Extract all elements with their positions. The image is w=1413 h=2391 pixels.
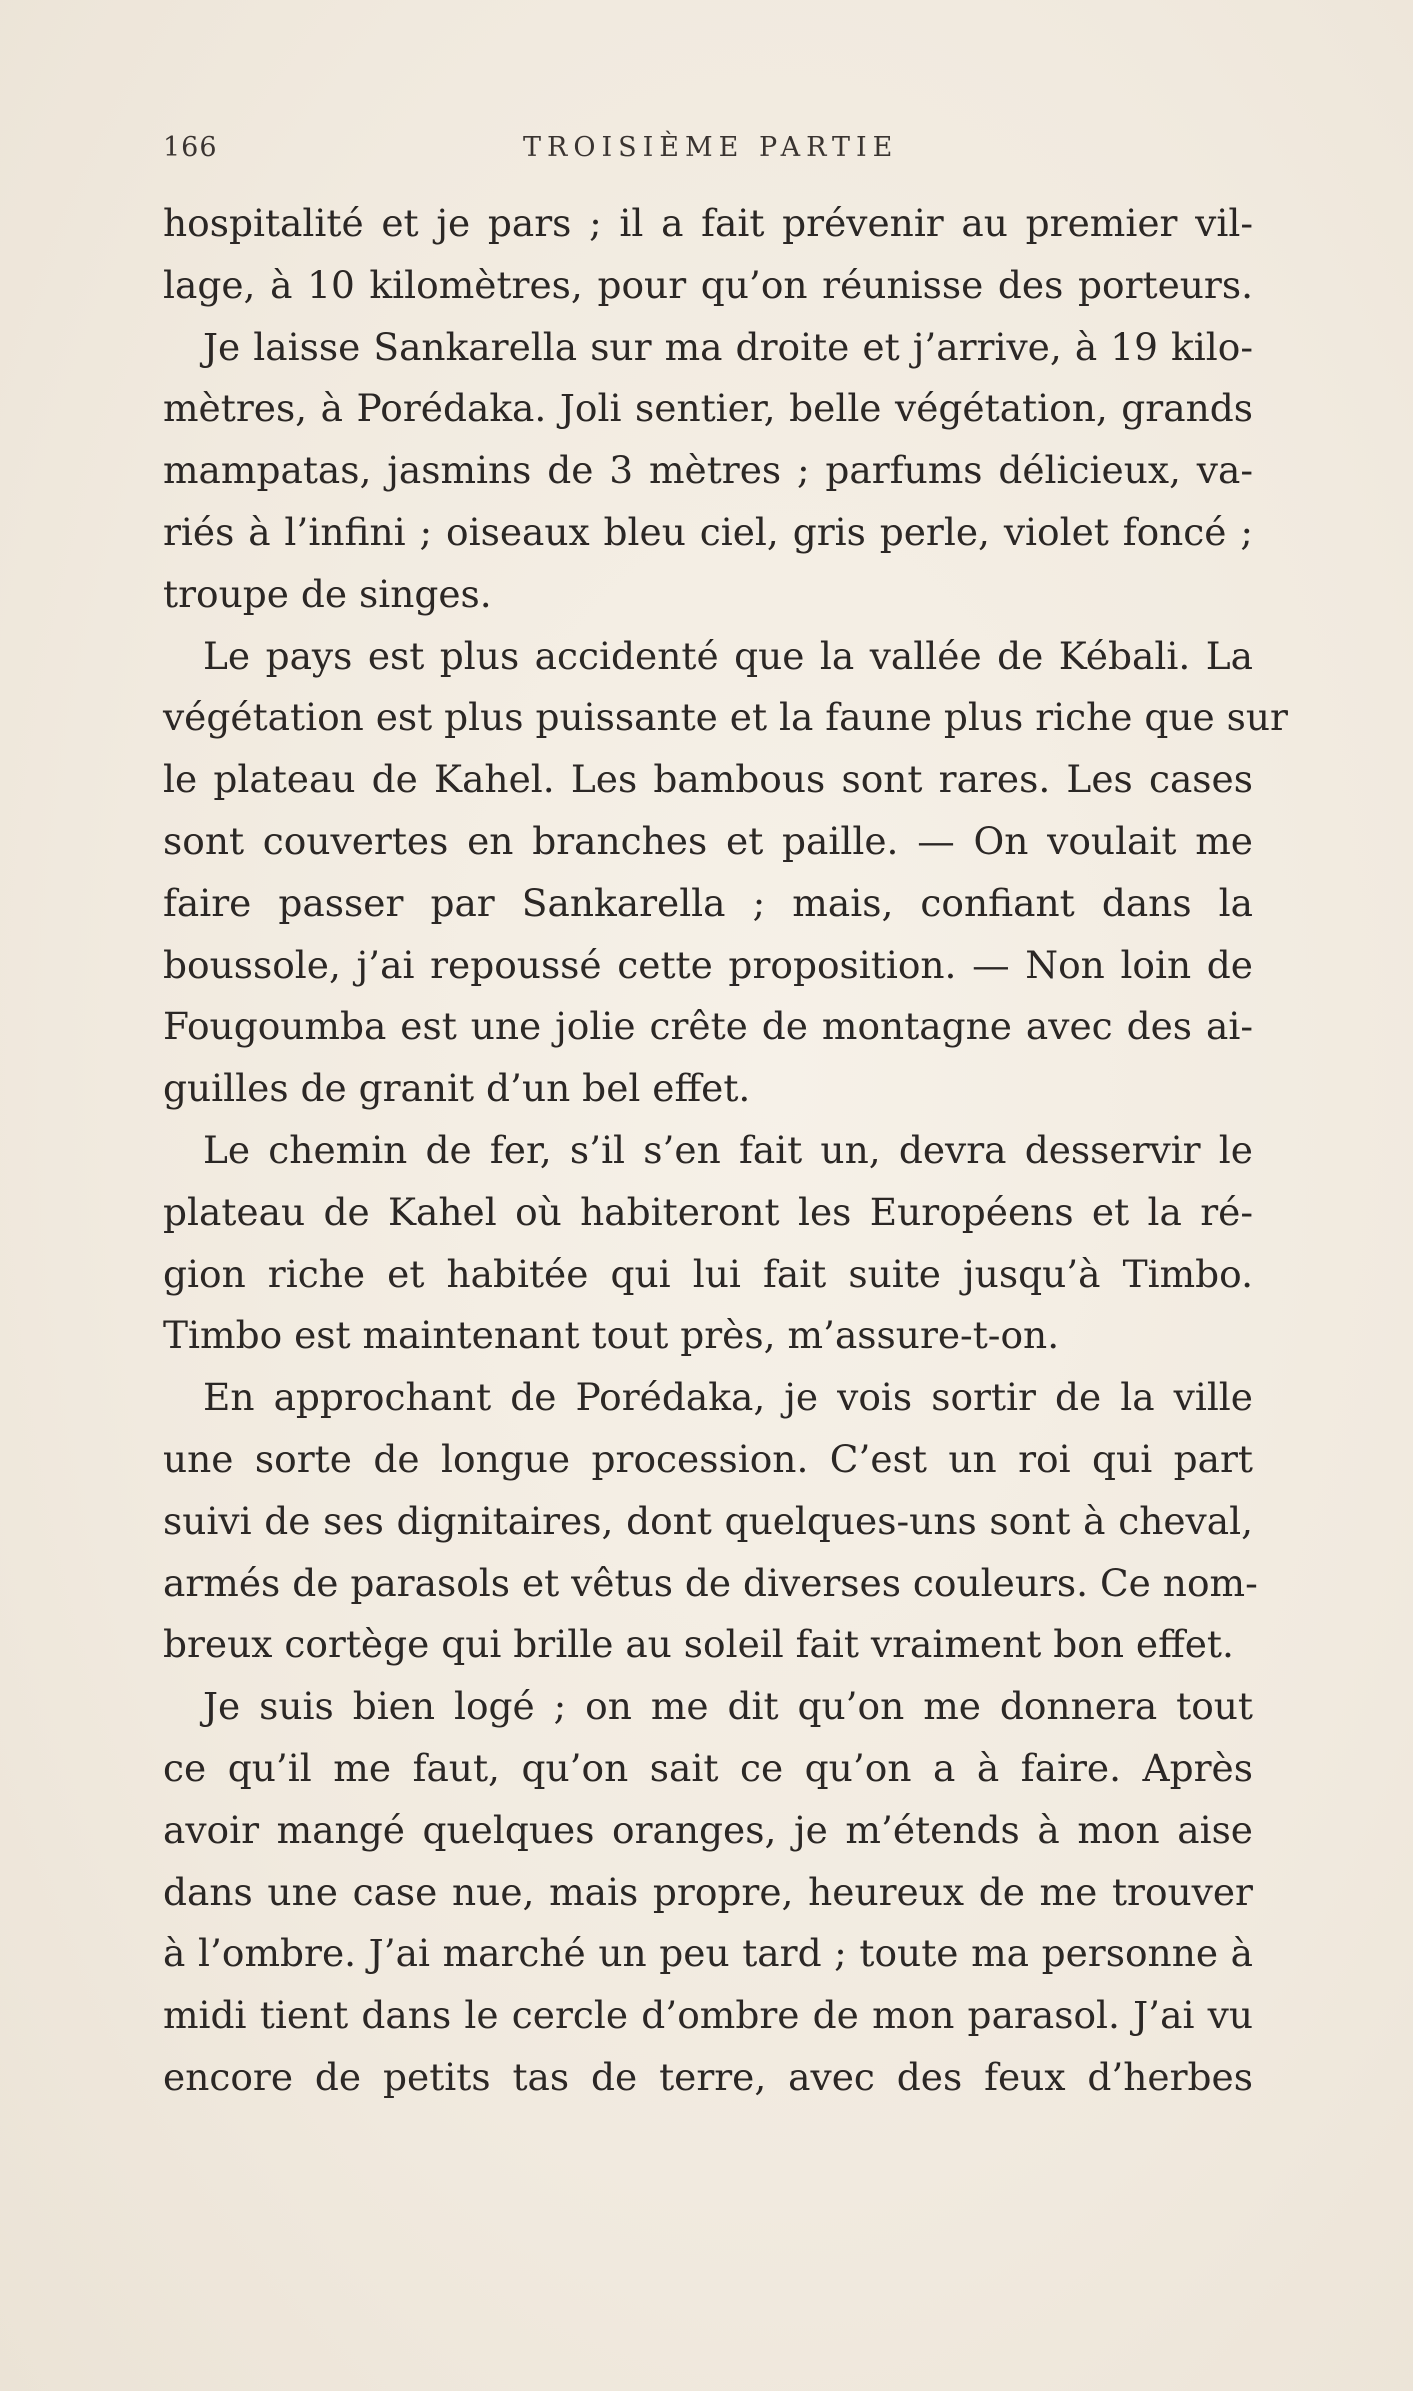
text-line: armés de parasols et vêtus de diverses couleurs. Ce nom- xyxy=(163,1560,1258,1605)
text-line: à l’ombre. J’ai marché un peu tard ; toute ma personne à xyxy=(163,1931,1253,1976)
paragraph-start-line: Le chemin de fer, s’il s’en fait un, devra desservir le xyxy=(203,1127,1253,1172)
text-line: sont couvertes en branches et paille. — On voulait me xyxy=(163,818,1253,863)
paragraph-end-line: troupe de singes. xyxy=(163,571,492,616)
text-line: riés à l’infini ; oiseaux bleu ciel, gris perle, violet foncé ; xyxy=(163,509,1253,554)
text-line: mampatas, jasmins de 3 mètres ; parfums délicieux, va- xyxy=(163,448,1253,493)
text-line: suivi de ses dignitaires, dont quelques-uns sont à cheval, xyxy=(163,1498,1253,1543)
text-line: plateau de Kahel où habiteront les Européens et la ré- xyxy=(163,1189,1253,1234)
text-line: faire passer par Sankarella ; mais, confiant dans la xyxy=(163,880,1253,925)
running-head xyxy=(163,132,1253,172)
body-text xyxy=(163,193,1288,2109)
paragraph-start-line: Je laisse Sankarella sur ma droite et j’arrive, à 19 kilo- xyxy=(203,324,1253,369)
paragraph-start-line: Le pays est plus accidenté que la vallée de Kébali. La xyxy=(203,633,1253,678)
text-line: ce qu’il me faut, qu’on sait ce qu’on a à faire. Après xyxy=(163,1745,1253,1790)
chapter-header-title: TROISIÈME PARTIE xyxy=(523,132,899,163)
text-line: mètres, à Porédaka. Joli sentier, belle végétation, grands xyxy=(163,386,1253,431)
text-line: lage, à 10 kilomètres, pour qu’on réunisse des porteurs. xyxy=(163,262,1253,307)
text-line: une sorte de longue procession. C’est un roi qui part xyxy=(163,1436,1253,1481)
paragraph-end-line: Timbo est maintenant tout près, m’assure-t-on. xyxy=(163,1313,1060,1358)
text-line: boussole, j’ai repoussé cette proposition. — Non loin de xyxy=(163,942,1253,987)
paragraph-start-line: Je suis bien logé ; on me dit qu’on me donnera tout xyxy=(203,1684,1253,1729)
text-line: dans une case nue, mais propre, heureux de me trouver xyxy=(163,1869,1253,1914)
paragraph-end-line: breux cortège qui brille au soleil fait vraiment bon effet. xyxy=(163,1622,1234,1667)
text-line: encore de petits tas de terre, avec des feux d’herbes xyxy=(163,2054,1253,2099)
text-line: le plateau de Kahel. Les bambous sont rares. Les cases xyxy=(163,757,1253,802)
page-number: 166 xyxy=(163,132,218,163)
text-line: midi tient dans le cercle d’ombre de mon parasol. J’ai vu xyxy=(163,1993,1253,2038)
paragraph-end-line: guilles de granit d’un bel effet. xyxy=(163,1066,751,1111)
text-line: avoir mangé quelques oranges, je m’étends à mon aise xyxy=(163,1807,1253,1852)
text-line: Fougoumba est une jolie crête de montagne avec des ai- xyxy=(163,1004,1253,1049)
paragraph-start-line: En approchant de Porédaka, je vois sortir de la ville xyxy=(203,1375,1253,1420)
text-line: végétation est plus puissante et la faune plus riche que sur xyxy=(163,695,1288,740)
text-line: gion riche et habitée qui lui fait suite jusqu’à Timbo. xyxy=(163,1251,1253,1296)
text-line: hospitalité et je pars ; il a fait prévenir au premier vil- xyxy=(163,201,1253,245)
